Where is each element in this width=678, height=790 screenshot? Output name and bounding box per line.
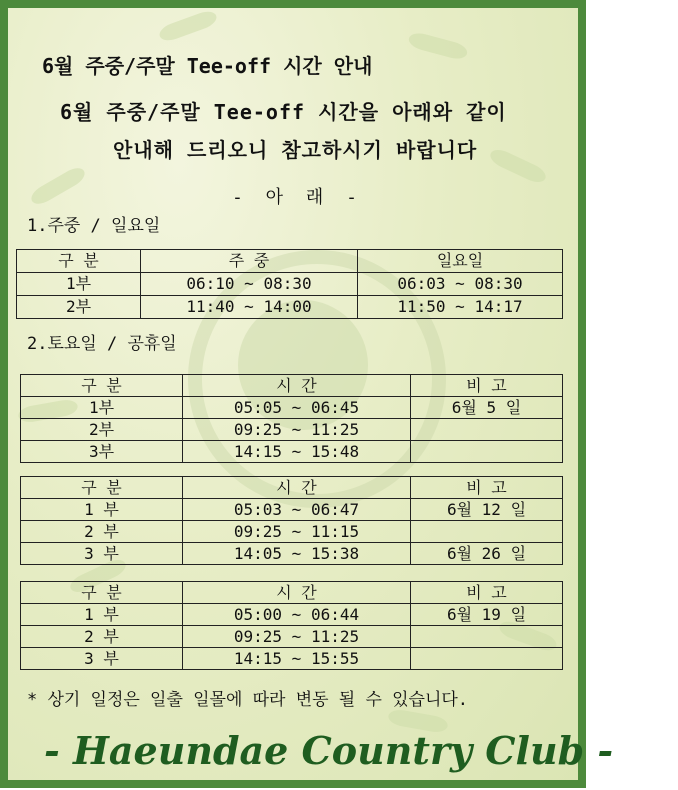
table-header-row [17, 250, 563, 273]
table-row [21, 499, 563, 521]
remark-cell [411, 648, 563, 670]
time-cell: 09:25 ~ 11:25 [183, 626, 411, 648]
header-cell: 시 간 [183, 375, 411, 397]
time-cell: 05:03 ~ 06:47 [183, 499, 411, 521]
intro-line-1: 6월 주중/주말 Tee-off 시간을 아래와 같이 [60, 100, 507, 124]
time-cell: 09:25 ~ 11:25 [183, 419, 411, 441]
table-row [21, 397, 563, 419]
session-cell: 1부 [21, 397, 183, 419]
remark-cell [411, 521, 563, 543]
table-row [21, 521, 563, 543]
header-cell: 비 고 [411, 375, 563, 397]
table-header-row [21, 477, 563, 499]
session-cell: 2 부 [21, 521, 183, 543]
table-header-row [21, 582, 563, 604]
leaf-decoration [28, 164, 88, 208]
remark-cell [411, 441, 563, 463]
table-row [17, 273, 563, 296]
saturday-holiday-table-1 [20, 374, 563, 463]
table-row [21, 604, 563, 626]
leaf-decoration [407, 31, 469, 62]
session-cell: 1부 [17, 273, 141, 296]
table-header-row [21, 375, 563, 397]
header-cell: 구 분 [21, 582, 183, 604]
intro-line-2: 안내해 드리오니 참고하시기 바랍니다 [113, 138, 478, 162]
time-cell: 06:10 ~ 08:30 [141, 273, 358, 296]
time-cell: 09:25 ~ 11:15 [183, 521, 411, 543]
session-cell: 1 부 [21, 499, 183, 521]
header-cell: 구 분 [17, 250, 141, 273]
time-cell: 14:05 ~ 15:38 [183, 543, 411, 565]
time-cell: 11:50 ~ 14:17 [358, 296, 563, 319]
schedule-note: * 상기 일정은 일출 일몰에 따라 변동 될 수 있습니다. [27, 690, 469, 710]
below-heading: - 아 래 - [232, 187, 363, 208]
saturday-holiday-table-3 [20, 581, 563, 670]
session-cell: 3 부 [21, 648, 183, 670]
header-cell: 시 간 [183, 582, 411, 604]
remark-cell: 6월 26 일 [411, 543, 563, 565]
remark-cell [411, 419, 563, 441]
leaf-decoration [157, 8, 219, 44]
header-cell: 비 고 [411, 582, 563, 604]
remark-cell [411, 626, 563, 648]
session-cell: 2 부 [21, 626, 183, 648]
header-cell: 주 중 [141, 250, 358, 273]
table-row [21, 419, 563, 441]
header-cell: 시 간 [183, 477, 411, 499]
time-cell: 05:05 ~ 06:45 [183, 397, 411, 419]
table-row [21, 626, 563, 648]
session-cell: 3부 [21, 441, 183, 463]
header-cell: 구 분 [21, 375, 183, 397]
session-cell: 2부 [21, 419, 183, 441]
remark-cell: 6월 12 일 [411, 499, 563, 521]
table-row [21, 543, 563, 565]
leaf-decoration [487, 146, 548, 186]
section2-label: 2.토요일 / 공휴일 [27, 334, 177, 354]
session-cell: 1 부 [21, 604, 183, 626]
time-cell: 05:00 ~ 06:44 [183, 604, 411, 626]
page-title: 6월 주중/주말 Tee-off 시간 안내 [42, 54, 373, 78]
weekday-sunday-table [16, 249, 563, 319]
header-cell: 구 분 [21, 477, 183, 499]
table-row [17, 296, 563, 319]
time-cell: 06:03 ~ 08:30 [358, 273, 563, 296]
table-row [21, 648, 563, 670]
saturday-holiday-table-2 [20, 476, 563, 565]
session-cell: 2부 [17, 296, 141, 319]
remark-cell: 6월 19 일 [411, 604, 563, 626]
time-cell: 14:15 ~ 15:55 [183, 648, 411, 670]
time-cell: 14:15 ~ 15:48 [183, 441, 411, 463]
remark-cell: 6월 5 일 [411, 397, 563, 419]
time-cell: 11:40 ~ 14:00 [141, 296, 358, 319]
club-name-footer: - Haeundae Country Club - [44, 728, 614, 773]
header-cell: 일요일 [358, 250, 563, 273]
section1-label: 1.주중 / 일요일 [27, 216, 161, 236]
table-row [21, 441, 563, 463]
session-cell: 3 부 [21, 543, 183, 565]
header-cell: 비 고 [411, 477, 563, 499]
